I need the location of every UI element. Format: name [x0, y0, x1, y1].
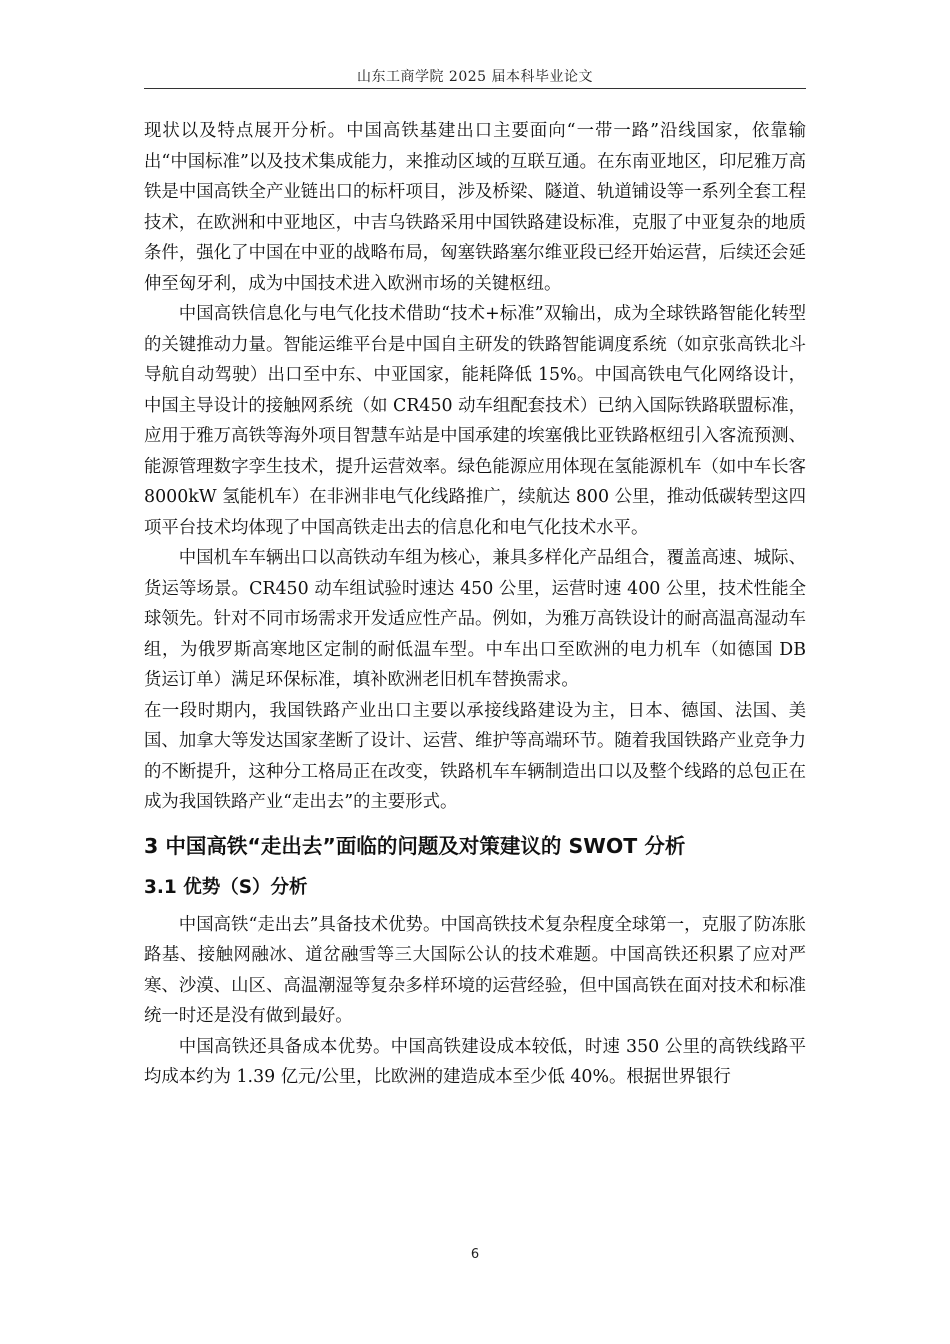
section-heading-3: 3 中国高铁“走出去”面临的问题及对策建议的 SWOT 分析 — [144, 833, 686, 858]
paragraph-infrastructure-export: 现状以及特点展开分析。中国高铁基建出口主要面向“一带一路”沿线国家，依靠输出“中国标准”以及技术集成能力，来推动区域的互联互通。在东南亚地区，印尼雅万高铁是中国高铁全产业链出口的标杆项目，涉及桥梁、隧道、轨道铺设等一系列全套工程技术，在欧洲和中亚地区，中吉乌铁路采用中国铁路建设标准，克服了中亚复杂的地质条件，强化了中国在中亚的战略布局，匈塞铁路塞尔维亚段已经开始运营，后续还会延伸至匈牙利，成为中国技术进入欧洲市场的关键枢纽。 — [144, 121, 806, 294]
paragraph-electrification-tech: 中国高铁信息化与电气化技术借助“技术+标准”双输出，成为全球铁路智能化转型的关键推动力量。智能运维平台是中国自主研发的铁路智能调度系统（如京张高铁北斗导航自动驾驶）出口至中东、中亚国家，能耗降低 15%。中国高铁电气化网络设计，中国主导设计的接触网系统（如 CR450 动车组配套技术）已纳入国际铁路联盟标准，应用于雅万高铁等海外项目智慧车站是中国承建的埃塞俄比亚铁路枢纽引入客流预测、能源管理数字孪生技术，提升运营效率。绿色能源应用体现在氢能源机车（如中车长客 8000kW 氢能机车）在非洲非电气化线路推广，续航达 800 公里，推动低碳转型这四项平台技术均体现了中国高铁走出去的信息化和电气化技术水平。 — [144, 304, 806, 538]
page-body — [144, 116, 806, 1093]
paragraph-rolling-stock-export: 中国机车车辆出口以高铁动车组为核心，兼具多样化产品组合，覆盖高速、城际、货运等场景。CR450 动车组试验时速达 450 公里，运营时速 400 公里，技术性能全球领先。针对不同市场需求开发适应性产品。例如，为雅万高铁设计的耐高温高湿动车组，为俄罗斯高寒地区定制的耐低温车型。中车出口至欧洲的电力机车（如德国 DB 货运订单）满足环保标准，填补欧洲老旧机车替换需求。 — [144, 548, 806, 690]
paragraph-technical-advantage: 中国高铁“走出去”具备技术优势。中国高铁技术复杂程度全球第一，克服了防冻胀路基、接触网融冰、道岔融雪等三大国际公认的技术难题。中国高铁还积累了应对严寒、沙漠、山区、高温潮湿等复杂多样环境的运营经验，但中国高铁在面对技术和标准统一时还是没有做到最好。 — [144, 914, 806, 1026]
page-number: 6 — [470, 1247, 480, 1262]
header-rule — [144, 88, 806, 89]
paragraph-industry-division: 在一段时期内，我国铁路产业出口主要以承接线路建设为主，日本、德国、法国、美国、加拿大等发达国家垄断了设计、运营、维护等高端环节。随着我国铁路产业竞争力的不断提升，这种分工格局正在改变，铁路机车车辆制造出口以及整个线路的总包正在成为我国铁路产业“走出去”的主要形式。 — [144, 700, 806, 812]
running-header: 山东工商学院 2025 届本科毕业论文 — [356, 69, 594, 85]
subsection-heading-3-1: 3.1 优势（S）分析 — [144, 876, 308, 898]
paragraph-cost-advantage: 中国高铁还具备成本优势。中国高铁建设成本较低，时速 350 公里的高铁线路平均成本约为 1.39 亿元/公里，比欧洲的建造成本至少低 40%。根据世界银行 — [144, 1036, 806, 1087]
